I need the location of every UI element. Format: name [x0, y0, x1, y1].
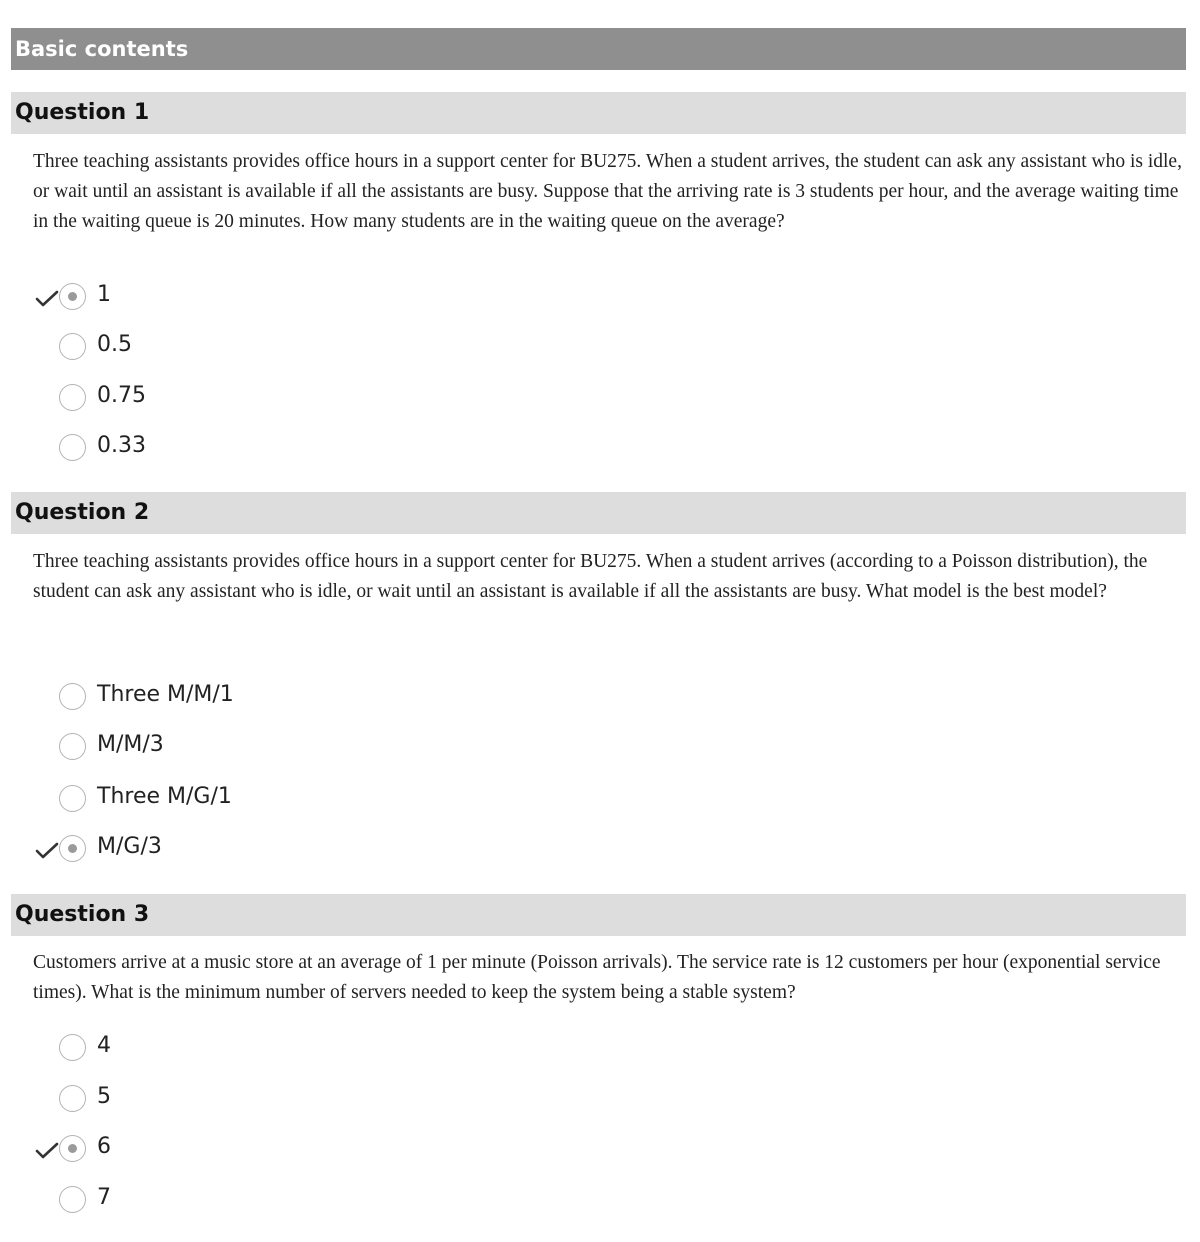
question-3-option-1[interactable] [0, 1029, 600, 1069]
option-label: 5 [97, 1084, 111, 1109]
checkmark-icon [35, 838, 59, 862]
question-1-text: Three teaching assistants provides office hours in a support center for BU275. When a student arrives, the student can ask any assistant who is idle, or wait until an assistant is available if all the assistants are busy. Suppose that the arriving rate is 3 students per hour, and the average waiting time in the waiting queue is 20 minutes. How many students are in the waiting queue on the average? [33, 151, 1182, 232]
question-1-option-2[interactable] [0, 328, 600, 368]
radio-icon[interactable] [59, 683, 86, 710]
option-label: 0.33 [97, 433, 146, 458]
question-1-title: Question 1 [11, 92, 1186, 134]
question-3-title: Question 3 [11, 894, 1186, 936]
option-label: M/G/3 [97, 834, 162, 859]
option-label: Three M/M/1 [97, 682, 234, 707]
radio-icon[interactable] [59, 384, 86, 411]
option-label: 0.5 [97, 332, 132, 357]
question-1-option-1[interactable] [0, 278, 600, 318]
question-2-option-3[interactable] [0, 780, 600, 820]
checkmark-icon [35, 1138, 59, 1162]
radio-icon[interactable] [59, 333, 86, 360]
option-label: 7 [97, 1185, 111, 1210]
option-label: 6 [97, 1134, 111, 1159]
question-3-option-4[interactable] [0, 1181, 600, 1221]
question-2-title: Question 2 [11, 492, 1186, 534]
radio-icon[interactable] [59, 1034, 86, 1061]
question-3-option-2[interactable] [0, 1080, 600, 1120]
question-3-text: Customers arrive at a music store at an average of 1 per minute (Poisson arrivals). The service rate is 12 customers per hour (exponential service times). What is the minimum number of servers needed to keep the system being a stable system? [33, 952, 1161, 1003]
option-label: 1 [97, 282, 111, 307]
question-1-option-3[interactable] [0, 379, 600, 419]
question-2-option-2[interactable] [0, 728, 600, 768]
question-2-option-4[interactable] [0, 830, 600, 870]
radio-icon[interactable] [59, 1186, 86, 1213]
question-2-text: Three teaching assistants provides office hours in a support center for BU275. When a student arrives (according to a Poisson distribution), the student can ask any assistant who is idle, or wait until an assistant is available if all the assistants are busy. What model is the best model? [33, 551, 1148, 602]
option-label: M/M/3 [97, 732, 164, 757]
question-2-option-1[interactable] [0, 678, 600, 718]
checkmark-icon [35, 286, 59, 310]
section-header: Basic contents [11, 28, 1186, 70]
option-label: 4 [97, 1033, 111, 1058]
radio-icon[interactable] [59, 733, 86, 760]
radio-icon[interactable] [59, 283, 86, 310]
radio-icon[interactable] [59, 835, 86, 862]
radio-icon[interactable] [59, 785, 86, 812]
option-label: 0.75 [97, 383, 146, 408]
radio-icon[interactable] [59, 1135, 86, 1162]
option-label: Three M/G/1 [97, 784, 232, 809]
question-3-option-3[interactable] [0, 1130, 600, 1170]
radio-icon[interactable] [59, 434, 86, 461]
question-1-option-4[interactable] [0, 429, 600, 469]
radio-icon[interactable] [59, 1085, 86, 1112]
